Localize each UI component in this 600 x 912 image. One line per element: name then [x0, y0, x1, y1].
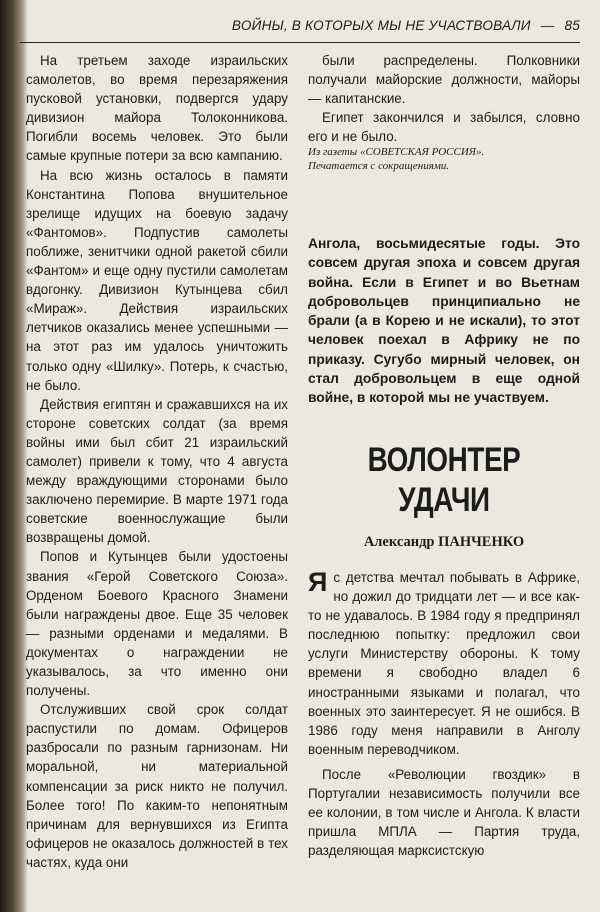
- book-binding-shadow: [0, 0, 28, 912]
- paragraph: Попов и Кутынцев были удостоены звания «Герой Советского Союза». Орденом Боевого Красного Знамени были награждены двое. Еще 35 человек — разными орденами и медалями. В документах о награждении не указывалось, за что именно они получены.: [26, 549, 288, 699]
- paragraph: Действия египтян и сражавшихся на их стороне советских солдат (за время войны ими был сбит 21 израильский самолет) привели к тому, что 4 августа между враждующими сторонами было заключено перемирие. В марте 1971 года советские военнослужащие были возвращены домой.: [26, 396, 288, 546]
- page-number: 85: [564, 18, 580, 33]
- header-dash: —: [540, 18, 555, 33]
- paragraph: На всю жизнь осталось в памяти Константина Попова внушительное зрелище идущих на боевую задачу «Фантомов». Подпустив самолеты поближе, зенитчики одной ракетой сбили «Фантом» и еще одну пустили самолетам вдогонку. Дивизион Кутынцева сбил «Мираж». Действия израильских летчиков оказались менее успешными — на этот раз им удалось уничтожить только одну «Шилку». Потерь, к счастью, не было.: [26, 167, 288, 393]
- article-body: [308, 568, 580, 860]
- running-title: ВОЙНЫ, В КОТОРЫХ МЫ НЕ УЧАСТВОВАЛИ: [231, 18, 531, 33]
- source-note: [308, 146, 580, 173]
- title-line: УДАЧИ: [398, 481, 490, 519]
- paragraph: были распределены. Полковники получали майорские должности, майоры — капитанские.: [308, 53, 580, 107]
- article-title: [332, 440, 555, 520]
- paragraph: Отслуживших свой срок солдат распустили по домам. Офицеров разбросали по разным гарнизонам. Ни моральной, ни материальной компенсации за риск никто не получил. Более того! По каким-то непонятным причинам для вернувшихся из Египта офицеров не оказалось должностей в тех частях, куда они: [26, 702, 288, 870]
- source-line: Из газеты «СОВЕТСКАЯ РОССИЯ».: [308, 146, 485, 159]
- right-column: [308, 51, 580, 173]
- paragraph: На третьем заходе израильских самолетов, во время перезаряжения пусковой установки, подвергся удару дивизион майора Толоконникова. Погибли восемь человек. Это были самые крупные потери за всю кампанию.: [26, 53, 288, 164]
- article-lead: Ангола, восьмидесятые годы. Это совсем другая эпоха и совсем другая война. Если в Египет и во Вьетнам добровольцев принципиально не брали (а в Корею и не искали), то этот человек поехал в Африку не по приказу. Сугубо мирный человек, он стал добровольцем в еще одной войне, в которой мы не участвуем.: [308, 236, 580, 406]
- paragraph: После «Революции гвоздик» в Португалии независимость получили все ее колонии, в том числе и Ангола. К власти пришла МПЛА — Партия труда, разделяющая марксистскую: [308, 766, 580, 859]
- paragraph: Египет закончился и забылся, словно его и не было.: [308, 110, 580, 145]
- title-line: ВОЛОНТЕР: [367, 441, 521, 479]
- paragraph: [308, 568, 580, 759]
- source-line: Печатается с сокращениями.: [308, 159, 450, 172]
- article-author: Александр ПАНЧЕНКО: [363, 534, 525, 550]
- left-column: [26, 51, 288, 872]
- drop-cap: Я: [308, 567, 328, 597]
- paragraph-text: с детства мечтал побывать в Африке, но дожил до тридцати лет — и все как-то не удавалось. В 1984 году я предпринял последнюю попытку: предложил свои услуги Министерству обороны. К тому времени я свободно владел 6 иностранными языками и полагал, что военных это заинтересует. Я не ошибся. В 1986 году меня направили в Анголу военным переводчиком.: [308, 570, 580, 757]
- running-header: [218, 18, 580, 40]
- header-rule: [20, 42, 580, 43]
